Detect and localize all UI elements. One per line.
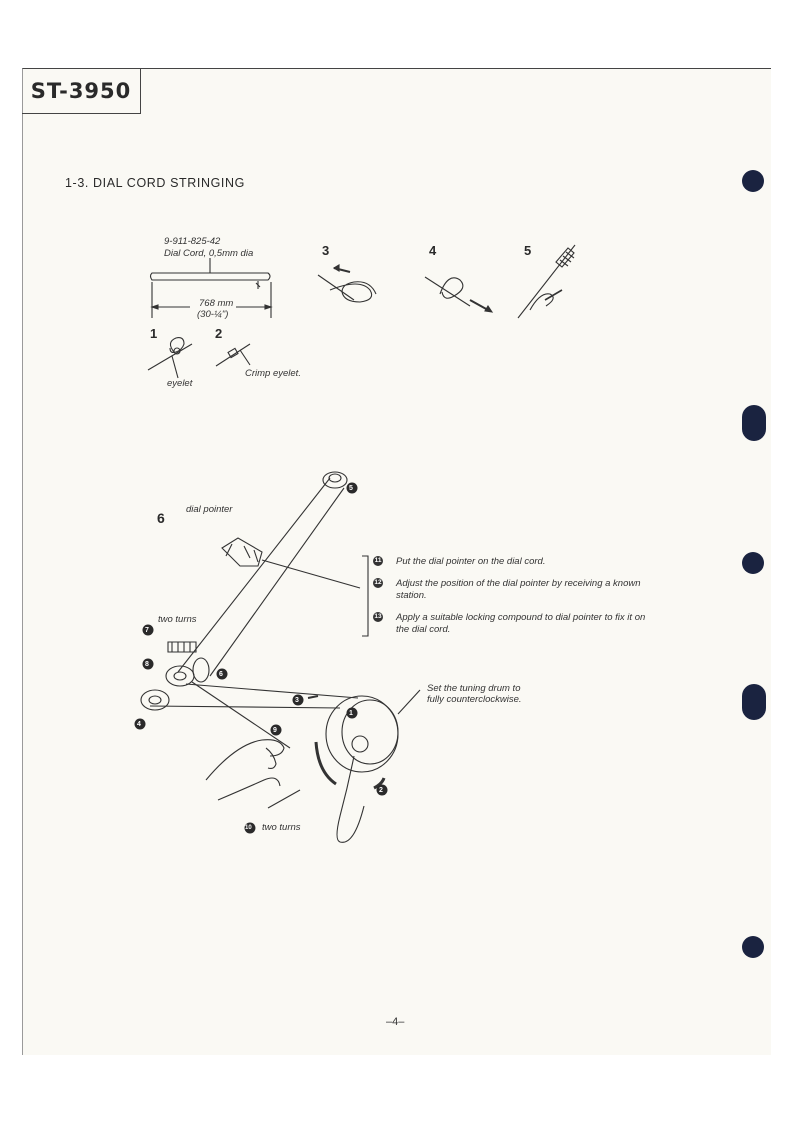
note-13 [373,612,653,635]
note-12-number: 12 [374,579,382,587]
eyelet-label: eyelet [167,378,193,389]
step-1-number: 1 [150,326,158,341]
two-turns-bottom-label: two turns [262,822,301,833]
model-number: ST-3950 [22,68,141,114]
cord-part-number: 9-911-825-42 [164,236,221,247]
marker-6: 6 [219,671,223,678]
dial-pointer-label: dial pointer [186,504,233,515]
marker-7: 7 [145,627,149,634]
marker-2: 2 [379,787,383,794]
marker-10: 10 [245,825,252,831]
marker-3: 3 [295,697,299,704]
step2-drawing [216,344,250,366]
crimp-label: Crimp eyelet. [245,368,301,379]
marker-5: 5 [349,485,353,492]
cord-description: Dial Cord, 0,5mm dia [164,248,254,259]
note-13-text: Apply a suitable locking compound to dial pointer to fix it on the dial cord. [396,612,646,635]
step-2-number: 2 [215,326,223,341]
note-12-text: Adjust the position of the dial pointer by receiving a known station. [396,578,641,601]
section-title: 1-3. DIAL CORD STRINGING [65,176,245,190]
marker-4: 4 [137,721,141,728]
marker-9: 9 [273,727,277,734]
two-turns-top-label: two turns [158,614,197,625]
pulley-assembly [141,642,196,710]
page-number: –4– [386,1016,405,1028]
tuning-drum [326,696,398,842]
tuning-drum-note-2: fully counterclockwise. [427,694,522,705]
note-13-number: 13 [374,613,382,621]
step3-drawing [318,265,376,302]
note-12 [373,578,653,601]
step1-drawing [148,338,192,378]
step-4-number: 4 [429,243,437,258]
step-3-number: 3 [322,243,330,258]
hand-drawing [206,740,284,800]
cord-length-mm: 768 mm [199,298,234,309]
marker-8: 8 [145,661,149,668]
tuning-drum-note-1: Set the tuning drum to [427,683,521,694]
cord-length-in: (30-¼") [197,309,229,320]
step4-drawing [425,277,492,312]
step-6-number: 6 [157,510,165,526]
note-11 [373,556,653,568]
marker-1: 1 [349,710,353,717]
step-5-number: 5 [524,243,532,258]
note-11-text: Put the dial pointer on the dial cord. [396,556,546,567]
dial-cord-drawing [151,273,271,280]
note-11-number: 11 [374,557,382,565]
